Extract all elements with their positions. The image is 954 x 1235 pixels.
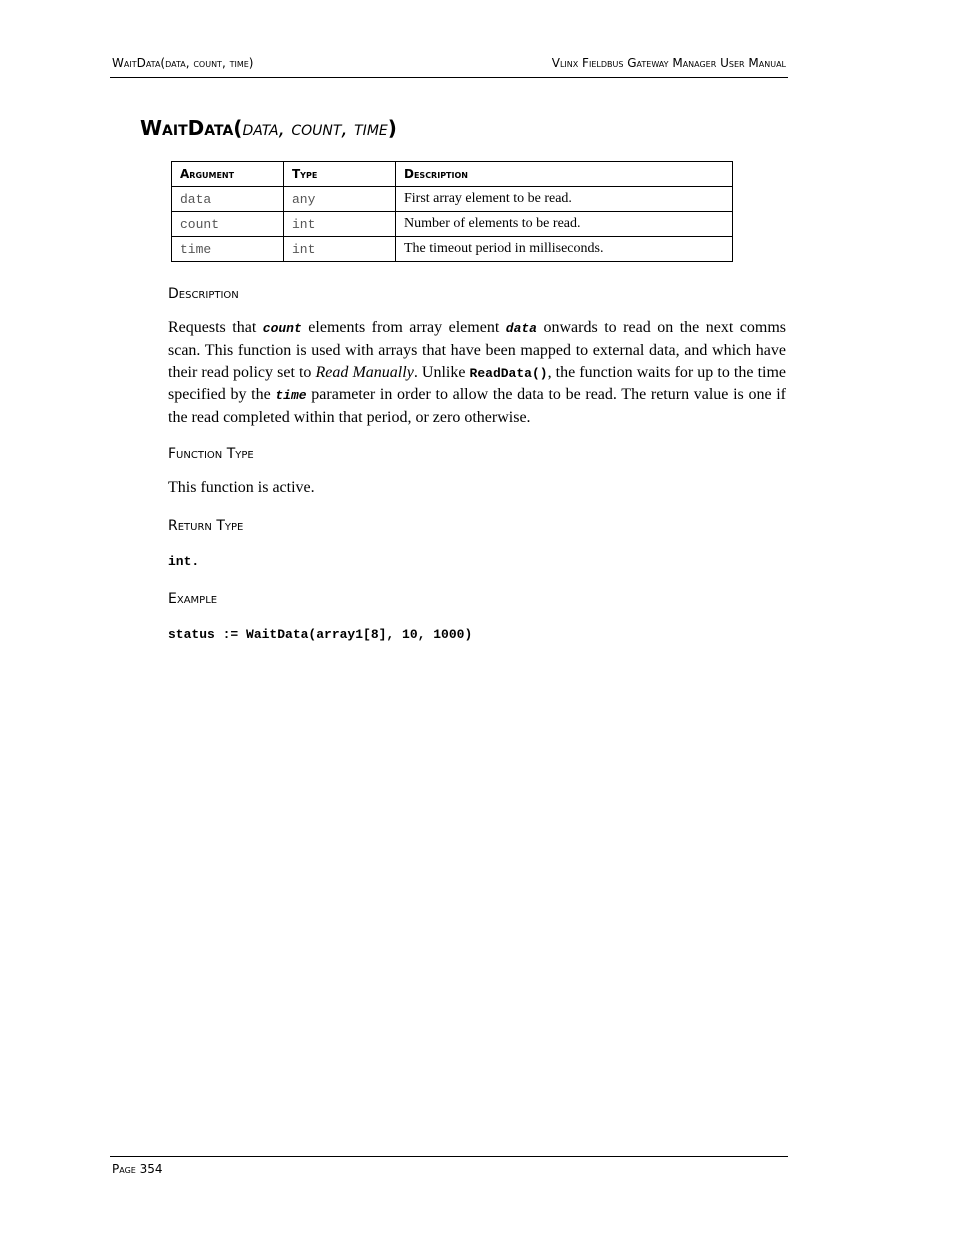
running-header-right: Vlinx Fieldbus Gateway Manager User Manual (551, 56, 786, 70)
code-data: data (505, 321, 537, 336)
footer-rule (110, 1156, 788, 1157)
function-type-heading: Function Type (168, 446, 254, 462)
table-row (172, 212, 733, 237)
description-cell: The timeout period in milliseconds. (396, 237, 733, 262)
description-heading: Description (168, 286, 239, 302)
running-header-left: WaitData(data, count, time) (112, 56, 254, 70)
text-run: . Unlike (413, 363, 470, 381)
description-cell: First array element to be read. (396, 187, 733, 212)
example-heading: Example (168, 591, 218, 607)
return-type-heading: Return Type (168, 518, 244, 534)
page-title (140, 116, 397, 140)
header-rule (110, 77, 788, 78)
column-header-type: Type (284, 162, 396, 187)
type-cell: any (284, 187, 396, 212)
title-close-paren: ) (387, 116, 397, 140)
title-arguments: data, count, time (242, 116, 388, 140)
example-code: status := WaitData(array1[8], 10, 1000) (168, 627, 473, 642)
code-readdata: ReadData() (469, 365, 548, 381)
text-run: Requests that (168, 319, 263, 336)
italic-read-manually: Read Manually (315, 363, 414, 381)
table-row (172, 187, 733, 212)
text-run: parameter in order to allow the data to be read. The return value is one if the read completed within that period, or zero otherwise. (168, 386, 787, 427)
type-cell: int (284, 237, 396, 262)
column-header-description: Description (396, 162, 733, 187)
type-cell: int (284, 212, 396, 237)
code-time: time (275, 388, 307, 404)
column-header-argument: Argument (172, 162, 284, 187)
table-header-row (172, 162, 733, 187)
code-count: count (262, 321, 302, 336)
return-type-value: int. (168, 554, 200, 569)
argument-cell: time (172, 237, 284, 262)
title-function-name: WaitData( (140, 116, 243, 140)
text-run: , the function waits for up to the time specified by the (168, 363, 787, 404)
arguments-table (171, 161, 733, 262)
description-cell: Number of elements to be read. (396, 212, 733, 237)
function-type-text: This function is active. (168, 479, 315, 496)
argument-cell: count (172, 212, 284, 237)
table-row (172, 237, 733, 262)
description-paragraph (168, 317, 786, 429)
page-number: Page 354 (112, 1162, 163, 1176)
argument-cell: data (172, 187, 284, 212)
text-run: elements from array element (301, 319, 506, 336)
text-run: onwards to read on the next comms scan. This function is used with arrays that have been mapped to external data, and which have their read policy set to (168, 319, 787, 381)
